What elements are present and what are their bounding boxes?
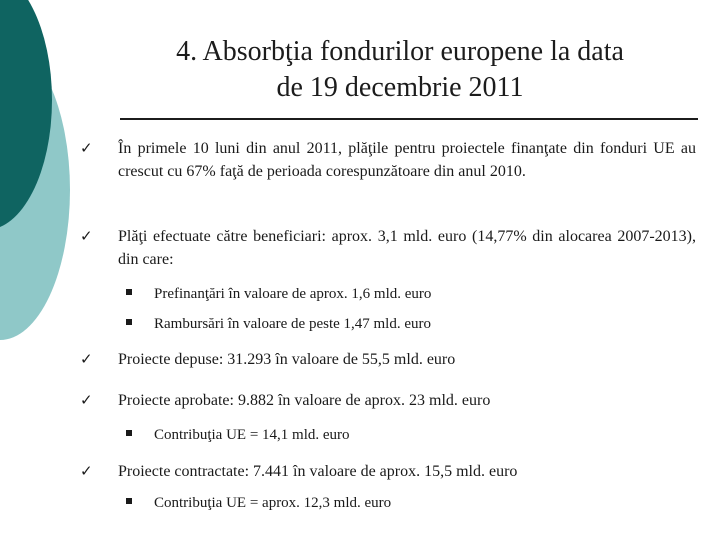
title-line-1: 4. Absorbţia fondurilor europene la data — [176, 36, 624, 67]
bullet-text: Proiecte depuse: 31.293 în valoare de 55,5 mld. euro — [118, 351, 456, 368]
checkmark-icon: ✓ — [80, 462, 93, 480]
sub-bullet-item — [126, 314, 696, 334]
bullet-item — [80, 137, 696, 183]
square-bullet-icon — [126, 430, 132, 436]
square-bullet-icon — [126, 498, 132, 504]
sub-bullet-item — [126, 284, 696, 304]
bullet-item — [80, 348, 696, 371]
sub-bullet-text: Contribuţia UE = 14,1 mld. euro — [154, 427, 350, 443]
title-line-2: de 19 decembrie 2011 — [276, 72, 524, 103]
sub-bullet-text: Rambursări în valoare de peste 1,47 mld. euro — [154, 316, 432, 332]
bullet-text: Proiecte aprobate: 9.882 în valoare de aprox. 23 mld. euro — [118, 392, 491, 409]
square-bullet-icon — [126, 319, 132, 325]
checkmark-icon: ✓ — [80, 350, 93, 368]
bullet-text: Proiecte contractate: 7.441 în valoare de aprox. 15,5 mld. euro — [118, 463, 518, 480]
checkmark-icon: ✓ — [80, 391, 93, 409]
sub-bullet-text: Prefinanţări în valoare de aprox. 1,6 mld. euro — [154, 286, 432, 302]
bullet-text: În primele 10 luni din anul 2011, plăţile pentru proiectele finanţate din fonduri UE au crescut cu 67% faţă de perioada corespunzătoare din anul 2010. — [118, 140, 696, 180]
bullet-text: Plăţi efectuate către beneficiari: aprox. 3,1 mld. euro (14,77% din alocarea 2007-2013), din care: — [118, 228, 696, 268]
checkmark-icon: ✓ — [80, 139, 93, 157]
bullet-item — [80, 460, 696, 483]
bullet-item — [80, 225, 696, 271]
checkmark-icon: ✓ — [80, 227, 93, 245]
sub-bullet-text: Contribuţia UE = aprox. 12,3 mld. euro — [154, 495, 392, 511]
sub-bullet-item — [126, 493, 696, 513]
square-bullet-icon — [126, 289, 132, 295]
sub-bullet-item — [126, 425, 696, 445]
bullet-item — [80, 389, 696, 412]
